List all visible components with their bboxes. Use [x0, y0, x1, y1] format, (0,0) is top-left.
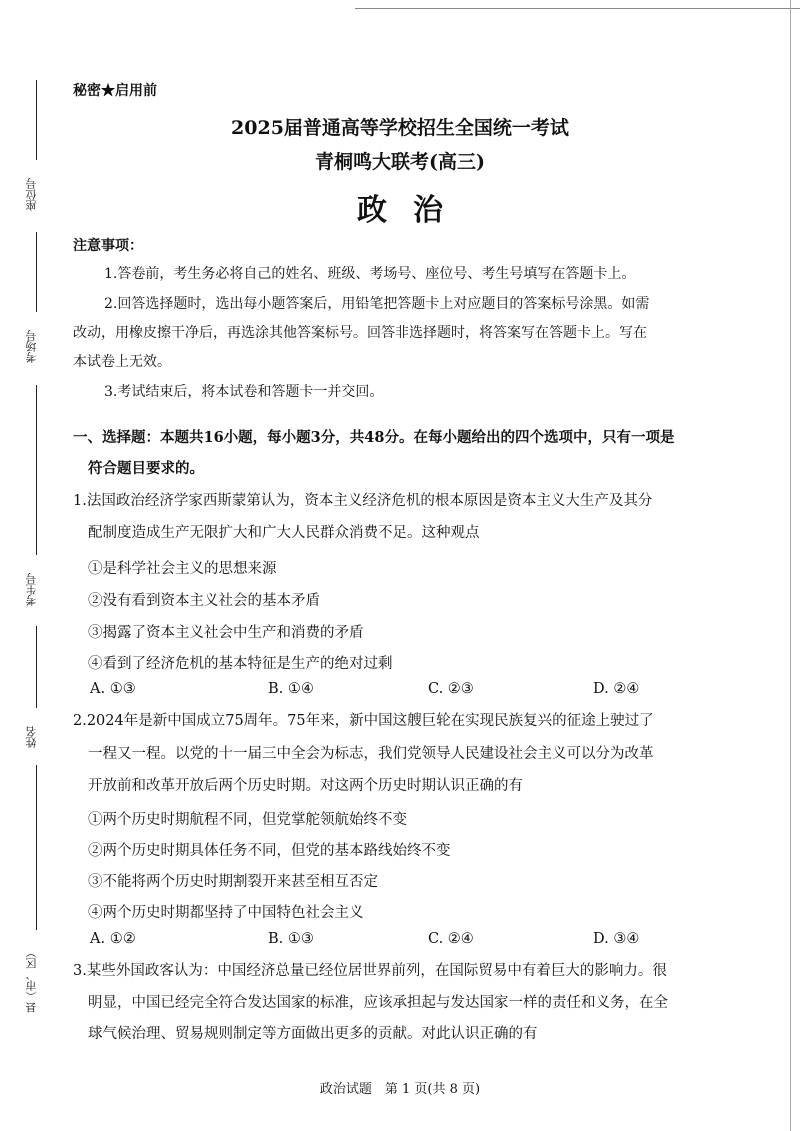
subject-title: 政治 — [357, 193, 469, 228]
question-2-statement-1: ①两个历史时期航程不同，但党掌舵领航始终不变 — [88, 812, 407, 828]
question-2-stem-cont: 开放前和改革开放后两个历史时期。对这两个历史时期认识正确的有 — [88, 778, 523, 794]
question-2-choice-b[interactable]: B. ①③ — [268, 931, 314, 947]
top-scan-line — [355, 0, 800, 9]
confidential-mark: 秘密★启用前 — [73, 83, 157, 99]
question-1-choice-c[interactable]: C. ②③ — [428, 681, 474, 697]
exam-title: 2025届普通高等学校招生全国统一考试 — [231, 117, 569, 139]
notice-item-2-cont: 改动，用橡皮擦干净后，再选涂其他答案标号。回答非选择题时，将答案写在答题卡上。写在 — [73, 325, 647, 341]
question-1-statement-2: ②没有看到资本主义社会的基本矛盾 — [88, 593, 320, 609]
section-heading-cont: 符合题目要求的。 — [88, 460, 204, 477]
question-3-stem-cont: 球气候治理、贸易规则制定等方面做出更多的贡献。对此认识正确的有 — [88, 1026, 538, 1042]
notice-item-1: 1.答卷前，考生务必将自己的姓名、班级、考场号、座位号、考生号填写在答题卡上。 — [104, 266, 636, 282]
question-2-choice-d[interactable]: D. ③④ — [593, 931, 640, 947]
question-2-choice-c[interactable]: C. ②④ — [428, 931, 474, 947]
question-2-statement-2: ②两个历史时期具体任务不同，但党的基本路线始终不变 — [88, 843, 451, 859]
question-1-choice-a[interactable]: A. ①③ — [90, 681, 136, 697]
margin-line — [36, 626, 37, 708]
question-2-statement-3: ③不能将两个历史时期割裂开来甚至相互否定 — [88, 874, 378, 890]
notice-item-3: 3.考试结束后，将本试卷和答题卡一并交回。 — [104, 384, 384, 400]
page-footer: 政治试题 第 1 页(共 8 页) — [319, 1082, 481, 1097]
question-1-stem: 1.法国政治经济学家西斯蒙第认为，资本主义经济危机的根本原因是资本主义大生产及其分 — [73, 493, 653, 509]
question-2-choice-a[interactable]: A. ①② — [90, 931, 136, 947]
margin-line — [36, 765, 37, 930]
notice-item-2-cont: 本试卷上无效。 — [73, 354, 171, 370]
notice-item-2: 2.回答选择题时，选出每小题答案后，用铅笔把答题卡上对应题目的答案标号涂黑。如需 — [104, 296, 650, 312]
notice-heading: 注意事项： — [73, 238, 143, 254]
question-1-choice-b[interactable]: B. ①④ — [268, 681, 314, 697]
question-2-stem-cont: 一程又一程。以党的十一届三中全会为标志，我们党领导人民建设社会主义可以分为改革 — [88, 746, 654, 762]
name-label: 姓名 — [25, 726, 38, 748]
question-1-statement-1: ①是科学社会主义的思想来源 — [88, 561, 277, 577]
question-2-stem: 2.2024年是新中国成立75周年。75年来，新中国这艘巨轮在实现民族复兴的征途上驶过了 — [73, 713, 654, 729]
exam-number-label: 考生号 — [25, 573, 38, 607]
margin-line — [36, 232, 37, 312]
margin-line — [36, 385, 37, 555]
room-number-label: 考场号 — [25, 330, 38, 364]
question-3-stem: 3.某些外国政客认为：中国经济总量已经位居世界前列，在国际贸易中有着巨大的影响力。很 — [73, 963, 667, 979]
seat-number-label: 座位号 — [25, 178, 38, 212]
question-1-statement-4: ④看到了经济危机的基本特征是生产的绝对过剩 — [88, 656, 393, 672]
question-3-stem-cont: 明显，中国已经完全符合发达国家的标准，应该承担起与发达国家一样的责任和义务，在全 — [88, 995, 668, 1011]
question-1-statement-3: ③揭露了资本主义社会中生产和消费的矛盾 — [88, 625, 364, 641]
question-2-statement-4: ④两个历史时期都坚持了中国特色社会主义 — [88, 905, 364, 921]
section-heading: 一、选择题：本题共16小题，每小题3分，共48分。在每小题给出的四个选项中，只有一项是 — [73, 429, 675, 446]
exam-subtitle: 青桐鸣大联考(高三) — [315, 151, 485, 173]
county-label: 县（市、区） — [25, 947, 38, 1013]
question-1-choice-d[interactable]: D. ②④ — [593, 681, 640, 697]
question-1-stem-cont: 配制度造成生产无限扩大和广大人民群众消费不足。这种观点 — [88, 525, 480, 541]
